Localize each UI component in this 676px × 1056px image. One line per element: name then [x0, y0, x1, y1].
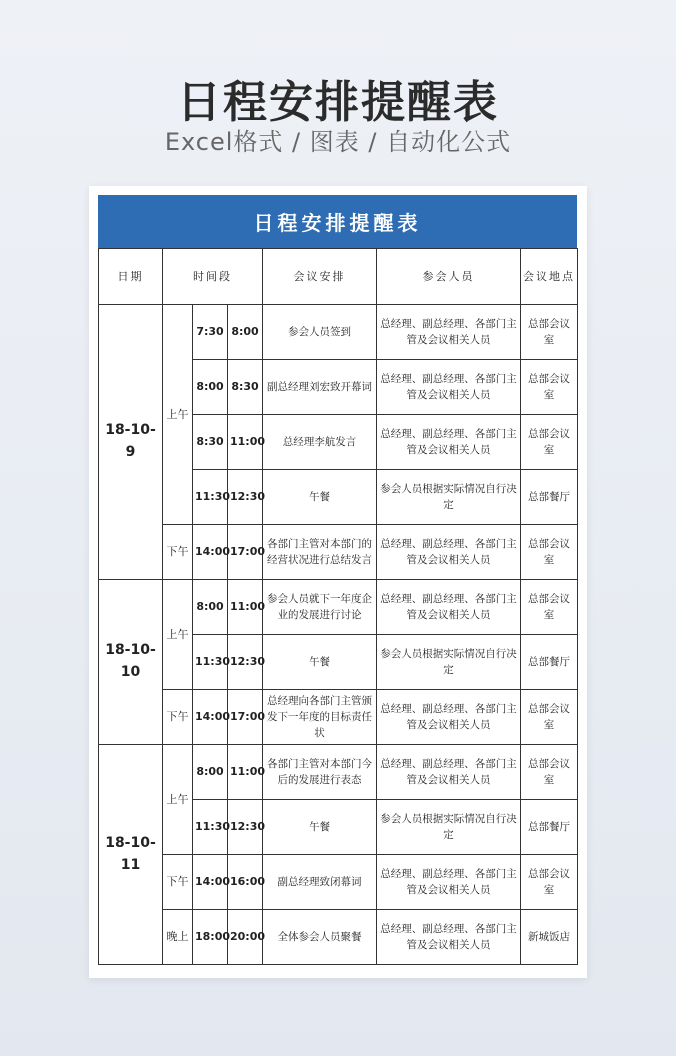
- end-time-cell: 12:30: [228, 470, 263, 525]
- attendees-cell: 总经理、副总经理、各部门主管及会议相关人员: [377, 855, 521, 910]
- meeting-cell: 参会人员签到: [263, 305, 377, 360]
- meeting-cell: 午餐: [263, 470, 377, 525]
- location-cell: 总部会议室: [521, 745, 578, 800]
- meeting-cell: 全体参会人员聚餐: [263, 910, 377, 965]
- table-row: [99, 910, 578, 965]
- location-cell: 总部会议室: [521, 360, 578, 415]
- end-time-cell: 20:00: [228, 910, 263, 965]
- location-cell: 总部餐厅: [521, 635, 578, 690]
- start-time-cell: 8:30: [193, 415, 228, 470]
- period-cell: 上午: [163, 580, 193, 690]
- attendees-cell: 总经理、副总经理、各部门主管及会议相关人员: [377, 580, 521, 635]
- period-cell: 下午: [163, 690, 193, 745]
- end-time-cell: 17:00: [228, 690, 263, 745]
- start-time-cell: 11:30: [193, 635, 228, 690]
- header-location: 会议地点: [521, 249, 578, 305]
- period-cell: 下午: [163, 525, 193, 580]
- meeting-cell: 参会人员就下一年度企业的发展进行讨论: [263, 580, 377, 635]
- period-cell: 上午: [163, 745, 193, 855]
- start-time-cell: 8:00: [193, 745, 228, 800]
- meeting-cell: 午餐: [263, 635, 377, 690]
- attendees-cell: 总经理、副总经理、各部门主管及会议相关人员: [377, 415, 521, 470]
- end-time-cell: 8:00: [228, 305, 263, 360]
- table-row: [99, 690, 578, 745]
- attendees-cell: 参会人员根据实际情况自行决定: [377, 470, 521, 525]
- attendees-cell: 总经理、副总经理、各部门主管及会议相关人员: [377, 525, 521, 580]
- period-cell: 下午: [163, 855, 193, 910]
- meeting-cell: 总经理李航发言: [263, 415, 377, 470]
- header-time: 时间段: [163, 249, 263, 305]
- start-time-cell: 8:00: [193, 580, 228, 635]
- end-time-cell: 11:00: [228, 580, 263, 635]
- location-cell: 新城饭店: [521, 910, 578, 965]
- attendees-cell: 总经理、副总经理、各部门主管及会议相关人员: [377, 910, 521, 965]
- meeting-cell: 午餐: [263, 800, 377, 855]
- location-cell: 总部餐厅: [521, 800, 578, 855]
- table-row: [99, 745, 578, 800]
- location-cell: 总部会议室: [521, 580, 578, 635]
- period-cell: 上午: [163, 305, 193, 525]
- attendees-cell: 参会人员根据实际情况自行决定: [377, 800, 521, 855]
- schedule-table: [98, 248, 578, 965]
- location-cell: 总部会议室: [521, 690, 578, 745]
- page-subtitle: Excel格式 / 图表 / 自动化公式: [164, 128, 512, 156]
- header-meeting: 会议安排: [263, 249, 377, 305]
- attendees-cell: 总经理、副总经理、各部门主管及会议相关人员: [377, 690, 521, 745]
- location-cell: 总部餐厅: [521, 470, 578, 525]
- meeting-cell: 副总经理致闭幕词: [263, 855, 377, 910]
- start-time-cell: 14:00: [193, 690, 228, 745]
- date-cell: 18-10-11: [99, 745, 163, 965]
- end-time-cell: 17:00: [228, 525, 263, 580]
- location-cell: 总部会议室: [521, 305, 578, 360]
- date-cell: 18-10-10: [99, 580, 163, 745]
- end-time-cell: 11:00: [228, 745, 263, 800]
- start-time-cell: 7:30: [193, 305, 228, 360]
- attendees-cell: 总经理、副总经理、各部门主管及会议相关人员: [377, 305, 521, 360]
- end-time-cell: 11:00: [228, 415, 263, 470]
- start-time-cell: 18:00: [193, 910, 228, 965]
- start-time-cell: 11:30: [193, 470, 228, 525]
- location-cell: 总部会议室: [521, 415, 578, 470]
- end-time-cell: 8:30: [228, 360, 263, 415]
- start-time-cell: 8:00: [193, 360, 228, 415]
- table-row: [99, 855, 578, 910]
- meeting-cell: 各部门主管对本部门今后的发展进行表态: [263, 745, 377, 800]
- meeting-cell: 总经理向各部门主管颁发下一年度的目标责任状: [263, 690, 377, 745]
- attendees-cell: 总经理、副总经理、各部门主管及会议相关人员: [377, 745, 521, 800]
- start-time-cell: 14:00: [193, 525, 228, 580]
- meeting-cell: 各部门主管对本部门的经营状况进行总结发言: [263, 525, 377, 580]
- date-cell: 18-10-9: [99, 305, 163, 580]
- end-time-cell: 12:30: [228, 635, 263, 690]
- sheet-title: 日程安排提醒表: [98, 195, 577, 248]
- period-cell: 晚上: [163, 910, 193, 965]
- start-time-cell: 14:00: [193, 855, 228, 910]
- table-row: [99, 305, 578, 360]
- header-row: [99, 249, 578, 305]
- table-row: [99, 525, 578, 580]
- attendees-cell: 总经理、副总经理、各部门主管及会议相关人员: [377, 360, 521, 415]
- start-time-cell: 11:30: [193, 800, 228, 855]
- location-cell: 总部会议室: [521, 525, 578, 580]
- page-title: 日程安排提醒表: [177, 77, 499, 128]
- end-time-cell: 16:00: [228, 855, 263, 910]
- attendees-cell: 参会人员根据实际情况自行决定: [377, 635, 521, 690]
- location-cell: 总部会议室: [521, 855, 578, 910]
- header-attendees: 参会人员: [377, 249, 521, 305]
- table-row: [99, 580, 578, 635]
- schedule-body: [99, 305, 578, 965]
- end-time-cell: 12:30: [228, 800, 263, 855]
- meeting-cell: 副总经理刘宏致开幕词: [263, 360, 377, 415]
- header-date: 日期: [99, 249, 163, 305]
